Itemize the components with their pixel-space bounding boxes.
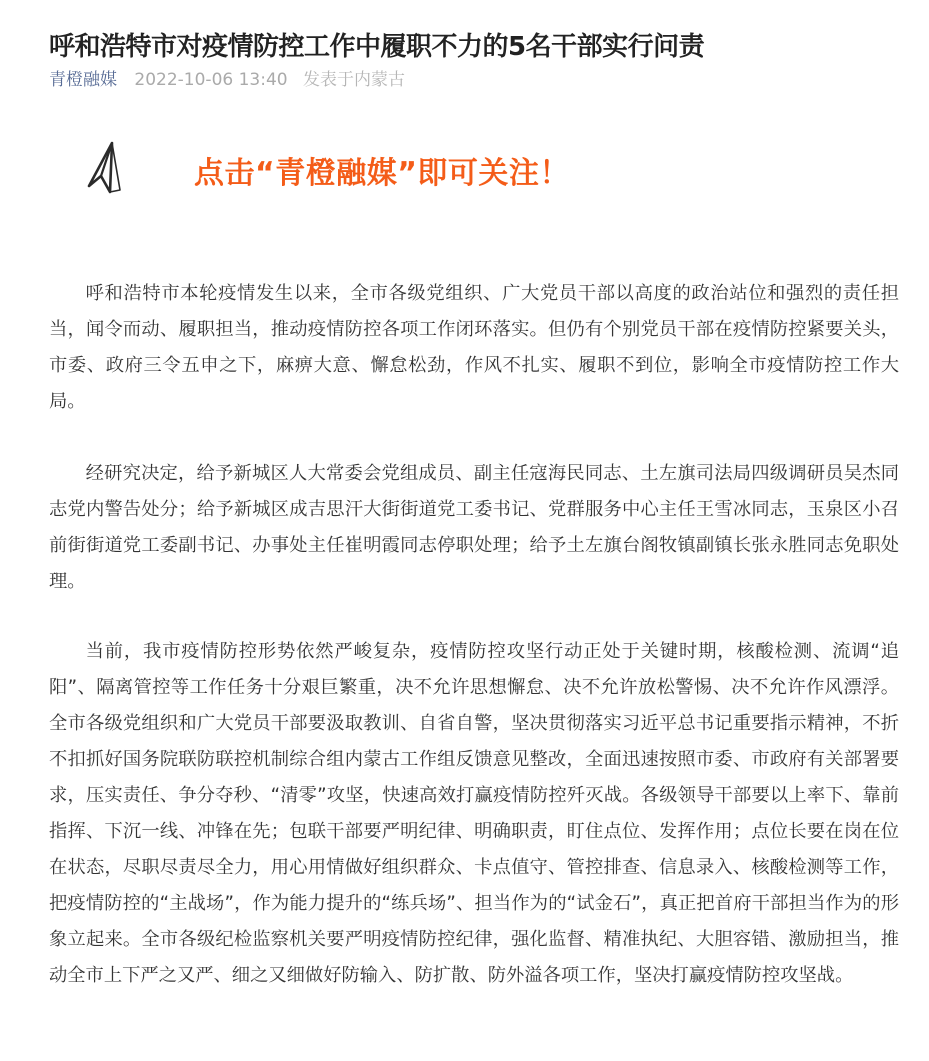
follow-prompt[interactable]: 点击“青橙融媒”即可关注！ [194, 156, 570, 191]
article-paragraph: 经研究决定，给予新城区人大常委会党组成员、副主任寇海民同志、土左旗司法局四级调研员吴杰同志党内警告处分；给予新城区成吉思汗大街街道党工委书记、党群服务中心主任王雪冰同志，玉泉区小召前街街道党工委副书记、办事处主任崔明霞同志停职处理；给予土左旗台阁牧镇副镇长张永胜同志免职处理。 [49, 463, 899, 592]
article-paragraph: 呼和浩特市本轮疫情发生以来，全市各级党组织、广大党员干部以高度的政治站位和强烈的责任担当，闻令而动、履职担当，推动疫情防控各项工作闭环落实。但仍有个别党员干部在疫情防控紧要关头，市委、政府三令五申之下，麻痹大意、懈怠松劲，作风不扎实、履职不到位，影响全市疫情防控工作大局。 [49, 283, 899, 412]
publish-time: 2022-10-06 13:40 [134, 70, 288, 90]
article-meta [49, 66, 405, 94]
paper-plane-icon [84, 140, 124, 196]
article-title: 呼和浩特市对疫情防控工作中履职不力的5名干部实行问责 [49, 32, 705, 63]
follow-banner[interactable] [84, 140, 684, 200]
article-paragraph: 当前，我市疫情防控形势依然严峻复杂，疫情防控攻坚行动正处于关键时期，核酸检测、流调“追阳”、隔离管控等工作任务十分艰巨繁重，决不允许思想懈怠、决不允许放松警惕、决不允许作风漂浮。全市各级党组织和广大党员干部要汲取教训、自省自警，坚决贯彻落实习近平总书记重要指示精神，不折不扣抓好国务院联防联控机制综合组内蒙古工作组反馈意见整改，全面迅速按照市委、市政府有关部署要求，压实责任、争分夺秒、“清零”攻坚，快速高效打赢疫情防控歼灭战。各级领导干部要以上率下、靠前指挥、下沉一线、冲锋在先；包联干部要严明纪律、明确职责，盯住点位、发挥作用；点位长要在岗在位在状态，尽职尽责尽全力，用心用情做好组织群众、卡点值守、管控排查、信息录入、核酸检测等工作，把疫情防控的“主战场”，作为能力提升的“练兵场”、担当作为的“试金石”，真正把首府干部担当作为的形象立起来。全市各级纪检监察机关要严明疫情防控纪律，强化监督、精准执纪、大胆容错、激励担当，推动全市上下严之又严、细之又细做好防输入、防扩散、防外溢各项工作，坚决打赢疫情防控攻坚战。 [49, 641, 899, 986]
author-link[interactable]: 青橙融媒 [49, 70, 117, 90]
publish-location: 发表于内蒙古 [303, 70, 406, 90]
